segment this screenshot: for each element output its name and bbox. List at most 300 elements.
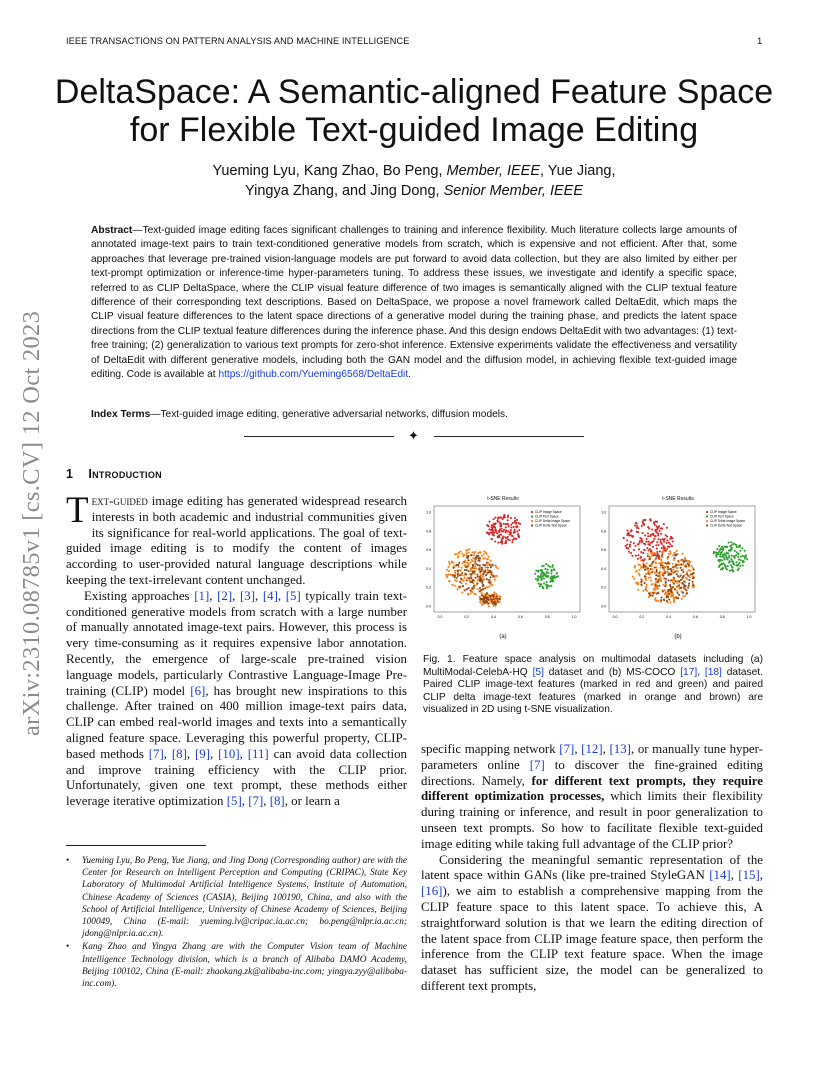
scatter-point [673,557,675,559]
scatter-point [477,588,479,590]
abstract-end: . [408,369,411,381]
citation[interactable]: [1] [194,588,210,603]
scatter-point [648,577,650,579]
sep: , [277,588,286,603]
citation[interactable]: [7] [559,742,575,756]
scatter-point [474,552,476,554]
scatter-point [487,603,489,605]
scatter-point [505,540,507,542]
scatter-point [736,551,738,553]
scatter-point [630,530,632,532]
sep: , [163,746,172,761]
scatter-point [734,550,736,552]
author-role-1: Member, IEEE [446,163,540,179]
x-tick-label: 0.8 [719,615,725,619]
scatter-point [507,523,509,525]
scatter-point [720,551,722,553]
citation[interactable]: [9] [195,746,211,761]
scatter-point [686,571,688,573]
scatter-point [461,567,463,569]
scatter-point [471,559,473,561]
scatter-point [633,578,635,580]
citation[interactable]: [14] [709,868,731,883]
scatter-point [666,600,668,602]
scatter-point [482,575,484,577]
scatter-point [657,581,659,583]
scatter-point [650,576,652,578]
legend-entry: CLIP Delta Image Space [535,519,571,524]
scatter-point [543,582,545,584]
scatter-point [489,585,491,587]
scatter-point [452,562,454,564]
scatter-point [498,536,500,538]
footnote-affiliation-1 [66,855,407,940]
scatter-point [460,570,462,572]
citation[interactable]: [2] [217,588,233,603]
scatter-point [493,532,495,534]
scatter-point [654,566,656,568]
scatter-point [665,591,667,593]
scatter-point [644,534,646,536]
scatter-point [508,534,510,536]
scatter-point [445,574,447,576]
scatter-point [468,577,470,579]
scatter-point [638,573,640,575]
scatter-point [647,553,649,555]
scatter-point [659,530,661,532]
sep: , [602,742,610,756]
scatter-point [504,536,506,538]
code-link[interactable]: https://github.com/Yueming6568/DeltaEdit [218,369,409,381]
scatter-point [660,564,662,566]
citation[interactable]: [5] [226,794,242,809]
scatter-point [676,586,678,588]
y-tick-label: 0.0 [426,604,431,609]
scatter-point [673,583,675,585]
sep: , [239,746,248,761]
legend-marker [531,520,533,522]
scatter-point [540,579,542,581]
scatter-point [650,580,652,582]
scatter-point [651,528,653,530]
scatter-point [510,524,512,526]
scatter-point [550,585,552,587]
scatter-point [628,551,630,553]
scatter-point [743,561,745,563]
scatter-point [662,567,664,569]
x-tick-label: 0.2 [639,615,645,619]
scatter-point [661,543,663,545]
scatter-point [670,536,672,538]
scatter-point [739,550,741,552]
scatter-point [639,564,641,566]
section-title: Introduction [88,467,162,481]
scatter-point [488,579,490,581]
scatter-point [547,575,549,577]
scatter-point [682,592,684,594]
scatter-point [672,586,674,588]
scatter-point [486,524,488,526]
scatter-point [626,547,628,549]
scatter-point [518,522,520,524]
scatter-point [542,575,544,577]
citation[interactable]: [8] [171,746,187,761]
scatter-point [670,579,672,581]
scatter-point [471,581,473,583]
citation[interactable]: [17] [680,666,698,678]
scatter-point [665,578,667,580]
footnote-rule [66,845,206,846]
scatter-point [490,531,492,533]
scatter-point [652,534,654,536]
scatter-point [728,550,730,552]
scatter-point [448,570,450,572]
scatter-point [652,546,654,548]
citation[interactable]: [10] [218,746,240,761]
scatter-point [640,565,642,567]
x-tick-label: 0.4 [491,615,497,619]
scatter-point [665,580,667,582]
emphasis-text: for different text prompts, they require different optimization processes, [421,773,763,804]
scatter-point [631,555,633,557]
citation[interactable]: [7] [148,746,164,761]
scatter-point [494,579,496,581]
scatter-point [477,579,479,581]
scatter-point [538,582,540,584]
scatter-point [630,552,632,554]
scatter-point [645,578,647,580]
scatter-point [662,574,664,576]
scatter-point [490,571,492,573]
scatter-point [666,527,668,529]
legend-marker [531,511,533,513]
scatter-point [483,553,485,555]
scatter-point [514,530,516,532]
scatter-point [681,598,683,600]
y-tick-label: 0.0 [601,604,606,609]
scatter-point [678,584,680,586]
scatter-point [728,542,730,544]
scatter-point [729,561,731,563]
scatter-point [662,565,664,567]
scatter-point [511,535,513,537]
scatter-point [657,534,659,536]
index-terms-label: Index Terms [91,409,151,420]
y-tick-label: 1.0 [426,510,431,515]
scatter-point [474,577,476,579]
scatter-point [637,543,639,545]
scatter-point [511,541,513,543]
sep: , [255,588,263,603]
scatter-point [642,532,644,534]
scatter-point [556,572,558,574]
scatter-point [666,558,668,560]
scatter-point [677,597,679,599]
scatter-point [656,548,658,550]
scatter-point [477,559,479,561]
scatter-point [648,549,650,551]
scatter-point [638,548,640,550]
scatter-point [494,529,496,531]
text: Existing approaches [84,588,195,603]
scatter-point [640,581,642,583]
scatter-point [482,600,484,602]
scatter-point [692,584,694,586]
scatter-point [684,564,686,566]
scatter-point [466,556,468,558]
scatter-point [644,582,646,584]
scatter-point [659,578,661,580]
scatter-point [647,555,649,557]
scatter-point [507,536,509,538]
scatter-point [731,548,733,550]
citation[interactable]: [5] [532,666,544,678]
citation[interactable]: [4] [262,588,278,603]
scatter-point [656,593,658,595]
scatter-point [481,582,483,584]
scatter-point [448,580,450,582]
scatter-point [641,525,643,527]
citation[interactable]: [3] [239,588,256,603]
intro-p1-text: image editing has generated widespread research interests in both academic and industrial communities given its significance for real-world applications. The goal of text-guided image editing is to modify the content of images according to user-provided natural language descriptions while keeping the text-irrelevant content unchanged. [66,494,407,587]
scatter-point [457,552,459,554]
text: to discover the fine-grained editing directions. Namely, [421,757,763,788]
scatter-point [554,577,556,579]
scatter-point [637,582,639,584]
right-paragraph-1 [421,742,763,853]
scatter-point [467,594,469,596]
scatter-point [636,531,638,533]
citation[interactable]: [6] [190,683,206,698]
scatter-point [476,555,478,557]
scatter-point [655,567,657,569]
scatter-point [516,530,518,532]
scatter-point [716,548,718,550]
scatter-point [537,571,539,573]
scatter-point [719,549,721,551]
scatter-point [722,549,724,551]
scatter-point [652,594,654,596]
scatter-point [642,552,644,554]
scatter-point [477,552,479,554]
scatter-point [488,528,490,530]
scatter-point [658,544,660,546]
scatter-point [490,598,492,600]
scatter-point [663,541,665,543]
scatter-point [654,584,656,586]
scatter-point [676,590,678,592]
scatter-point [497,567,499,569]
scatter-point [636,527,638,529]
scatter-point [481,594,483,596]
index-terms-text: —Text-guided image editing, generative adversarial networks, diffusion models. [150,409,508,420]
scatter-point [510,517,512,519]
legend-marker [706,520,708,522]
scatter-point [545,581,547,583]
scatter-point [481,592,483,594]
scatter-point [719,560,721,562]
scatter-point [626,530,628,532]
citation[interactable]: [11] [247,746,269,761]
scatter-point [552,580,554,582]
scatter-point [652,568,654,570]
scatter-point [665,548,667,550]
scatter-point [648,528,650,530]
scatter-point [730,541,732,543]
scatter-point [657,526,659,528]
scatter-point [640,583,642,585]
scatter-point [493,592,495,594]
scatter-point [735,554,737,556]
text: , or learn a [284,794,340,809]
sep: , [210,746,219,761]
scatter-point [543,578,545,580]
scatter-point [462,585,464,587]
citation[interactable]: [13] [609,742,631,756]
footnote-text: Kang Zhao and Yingya Zhang are with the Computer Vision team of Machine Intelligence Technology division, which is a branch of Alibaba DAMO Academy, Beijing 100102, China (E-mail: zhaokang.zk@alibaba-inc.com; yingya.zyy@alibaba-inc.com). [82,942,407,990]
scatter-point [495,593,497,595]
scatter-point [655,544,657,546]
scatter-point [660,559,662,561]
y-tick-label: 0.8 [426,529,431,534]
scatter-point [649,594,651,596]
scatter-point [666,539,668,541]
scatter-point [466,579,468,581]
scatter-point [688,579,690,581]
index-terms [91,408,737,422]
scatter-point [667,566,669,568]
citation[interactable]: [8] [269,794,285,809]
scatter-point [740,559,742,561]
scatter-point [462,579,464,581]
scatter-point [680,587,682,589]
scatter-point [501,539,503,541]
scatter-point [478,557,480,559]
scatter-point [686,562,688,564]
scatter-point [649,544,651,546]
citation[interactable]: [18] [704,666,722,678]
scatter-point [651,584,653,586]
scatter-point [656,585,658,587]
citation[interactable]: [7] [248,794,264,809]
lead-words: ext-guided [91,494,148,508]
scatter-point [731,566,733,568]
scatter-point [652,553,654,555]
scatter-point [471,587,473,589]
scatter-point [655,578,657,580]
citation[interactable]: [5] [285,588,301,603]
scatter-point [660,599,662,601]
scatter-point [480,601,482,603]
scatter-point [721,563,723,565]
scatter-point [490,526,492,528]
scatter-point [476,582,478,584]
scatter-point [474,557,476,559]
scatter-point [446,569,448,571]
sep: , [759,868,763,883]
citation[interactable]: [15] [738,868,760,883]
scatter-point [545,563,547,565]
scatter-point [684,557,686,559]
scatter-point [632,575,634,577]
scatter-point [677,575,679,577]
scatter-point [479,590,481,592]
scatter-point [468,570,470,572]
right-column [421,742,763,995]
scatter-point [483,596,485,598]
scatter-point [646,547,648,549]
scatter-point [662,584,664,586]
scatter-point [482,580,484,582]
scatter-point [660,562,662,564]
section-divider [244,428,584,443]
scatter-point [660,541,662,543]
scatter-point [446,576,448,578]
scatter-point [468,551,470,553]
scatter-point [534,573,536,575]
text: dataset. Paired CLIP image-text features (marked in red and green) and paired CLIP delta image-text features (marked in orange and brown) are visualized in 2D using t-SNE visualization. [423,666,763,716]
scatter-point [665,542,667,544]
scatter-point [623,537,625,539]
scatter-point [626,543,628,545]
scatter-point [670,553,672,555]
legend-entry: CLIP Delta Text Space [535,523,567,528]
scatter-point [731,555,733,557]
scatter-point [514,517,516,519]
scatter-point [669,538,671,540]
scatter-point [669,585,671,587]
scatter-point [461,591,463,593]
scatter-point [657,579,659,581]
citation[interactable]: [7] [529,757,545,772]
scatter-point [486,592,488,594]
scatter-point [656,551,658,553]
scatter-point [733,556,735,558]
author-names-1-tail: , Yue Jiang, [540,163,616,179]
subfigure-label: (b) [674,634,682,640]
scatter-point [740,556,742,558]
scatter-point [669,601,671,603]
scatter-point [454,585,456,587]
scatter-point [547,572,549,574]
scatter-point [693,569,695,571]
scatter-point [454,575,456,577]
scatter-point [691,565,693,567]
paper-title: DeltaSpace: A Semantic-aligned Feature Space for Flexible Text-guided Image Editing [54,73,774,149]
scatter-point [459,586,461,588]
citation[interactable]: [16] [421,884,443,899]
abstract-text: —Text-guided image editing faces significant challenges to training and inference flexibility. Much literature collects large amounts of annotated image-text pairs to train text-conditioned generative models from scratch, which is expensive and not efficient. After that, some approaches that leverage pre-trained vision-language models are put forward to avoid data collection, but they are also limited by either per text-prompt optimization or inference-time hyper-parameters tuning. To address these issues, we investigate and identify a specific space, referred to as CLIP DeltaSpace, where the CLIP visual feature difference of two images is semantically aligned with the CLIP textual feature difference of their corresponding text descriptions. Based on DeltaSpace, we propose a novel framework called DeltaEdit, which maps the CLIP visual feature differences to the latent space directions of a generative model during the training phase, and predicts the latent space directions from the CLIP textual feature differences during the inference phase. And this design endows DeltaEdit with two advantages: (1) text-free training; (2) generalization to various text prompts for zero-shot inference. Extensive experiments validate the effectiveness and versatility of DeltaEdit with different generative models, including both the GAN model and the diffusion model, in achieving flexible text-guided image editing. Code is available at [91,225,737,381]
scatter-point [476,574,478,576]
scatter-point [466,565,468,567]
scatter-point [655,562,657,564]
citation[interactable]: [12] [581,742,603,756]
scatter-point [488,521,490,523]
scatter-point [730,558,732,560]
scatter-point [633,542,635,544]
scatter-point [488,555,490,557]
scatter-point [744,557,746,559]
scatter-point [454,570,456,572]
scatter-point [732,563,734,565]
scatter-point [448,561,450,563]
scatter-point [488,605,490,607]
scatter-point [490,573,492,575]
scatter-point [498,598,500,600]
scatter-point [492,603,494,605]
scatter-point [650,568,652,570]
scatter-point [537,580,539,582]
